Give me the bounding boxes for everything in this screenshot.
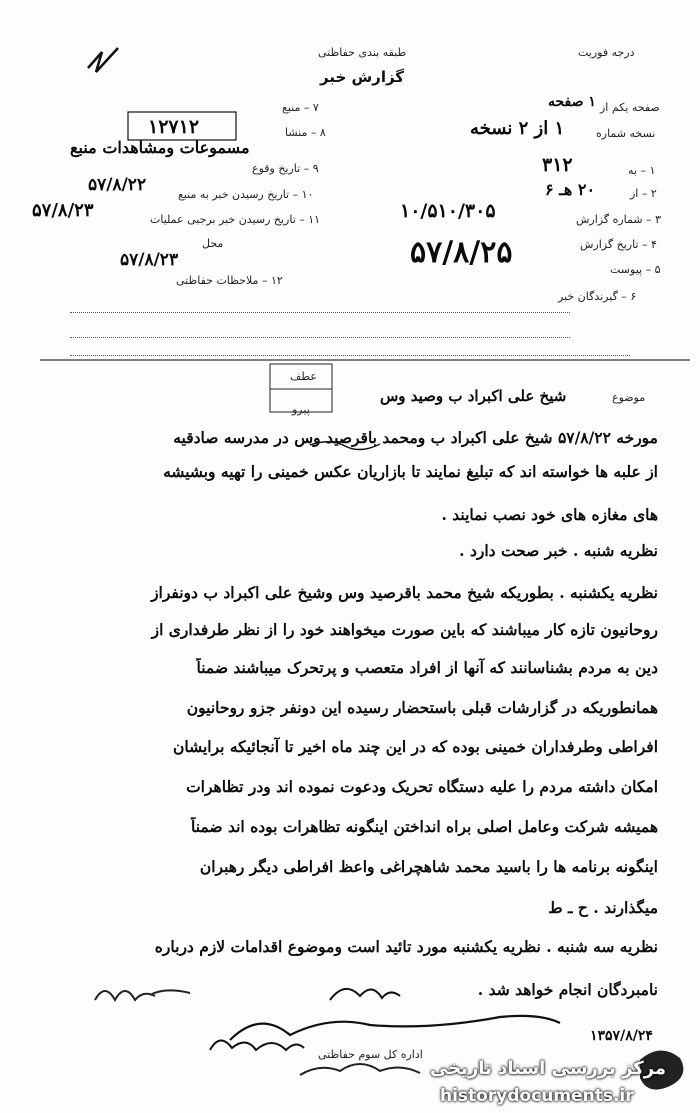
origin-value: ۱۲۷۱۲ bbox=[148, 116, 200, 138]
body-line-6: روحانیون تازه کار میباشند که باین صورت میخواهند خود را از نظر طرفداری از bbox=[151, 620, 658, 639]
page-count-value: ۱ صفحه bbox=[548, 94, 596, 110]
report-number-value: ۱۰/۵۱۰/۳۰۵ bbox=[400, 200, 496, 222]
copy-number-label: نسخه شماره bbox=[596, 127, 656, 140]
body-line-1: مورخه ۵۷/۸/۲۲ شیخ علی اکبراد ب ومحمد باقرصید وس در مدرسه صادقیه bbox=[173, 428, 658, 447]
body-line-5: نظریه یکشنبه . بطوریکه شیخ محمد باقرصید وس وشیخ علی اکبراد ب دونفراز bbox=[151, 583, 658, 602]
report-title: گزارش خبر bbox=[320, 68, 405, 86]
subject-label: موضوع bbox=[612, 391, 646, 404]
page-count-label: صفحه یکم از bbox=[600, 101, 660, 114]
body-line-12: اینگونه برنامه ها را باسید محمد شاهچراغی واعظ افراطی دیگر رهبران bbox=[199, 857, 658, 876]
body-line-10: امکان داشته مردم را علیه دستگاه تحریک ودعوت نموده اند ودر تظاهرات bbox=[186, 777, 658, 796]
stamp-label: اداره کل سوم حفاظتی bbox=[318, 1048, 423, 1061]
footer-date-note: ۱۳۵۷/۸/۲۴ bbox=[590, 1028, 653, 1044]
body-line-2: از علبه ها خواسته اند که تبلیغ نمایند تا بازاریان عکس خمینی را تهیه وبشیشه bbox=[163, 462, 658, 481]
event-date-label: ۹ – تاریخ وقوع bbox=[252, 162, 319, 175]
urgency-label: درجه فوریت bbox=[578, 46, 635, 59]
security-notes-label: ۱۲ – ملاحظات حفاظتی bbox=[176, 274, 283, 287]
watermark-title: مرکز بررسی اسناد تاریخی bbox=[430, 1058, 667, 1079]
subject-value: شیخ علی اکبراد ب وصید وس bbox=[380, 387, 567, 405]
signature-left bbox=[95, 990, 190, 1000]
recipients-label: ۶ – گیرندگان خبر bbox=[558, 290, 637, 303]
body-line-4: نظریه شنبه . خبر صحت دارد . bbox=[459, 541, 658, 560]
event-date-value: ۵۷/۸/۲۲ bbox=[88, 175, 147, 195]
copy-number-value: ۱ از ۲ نسخه bbox=[470, 118, 565, 139]
report-date-value: ۵۷/۸/۲۵ bbox=[410, 235, 513, 270]
atf-label: عطف bbox=[290, 370, 317, 383]
signature-top bbox=[330, 989, 400, 1000]
signature-lower bbox=[210, 1040, 304, 1050]
from-value: ۲۰ هـ ۶ bbox=[545, 180, 596, 199]
body-line-7: دین به مردم بشناسانند که آنها از افراد متعصب و پرتحرک میباشند ضمناً bbox=[196, 658, 658, 677]
body-line-14: نظریه سه شنبه . نظریه یکشنبه مورد تائید است وموضوع اقدامات لازم درباره bbox=[154, 937, 658, 956]
source-received-date-label: ۱۰ – تاریخ رسیدن خبر به منبع bbox=[178, 188, 314, 201]
body-line-11: همیشه شرکت وعامل اصلی براه انداختن اینگونه تظاهرات بوده اند ضمناً bbox=[191, 817, 658, 836]
body-line-13: میگذارند . ح ـ ط bbox=[548, 898, 658, 917]
body-line-3: های مغازه های خود نصب نمایند . bbox=[441, 505, 658, 524]
attachment-label: ۵ – پیوست bbox=[610, 263, 661, 276]
report-number-label: ۳ – شماره گزارش bbox=[576, 213, 662, 226]
report-date-label: ۴ – تاریخ گزارش bbox=[580, 238, 657, 251]
origin-label: ۸ – منشا bbox=[285, 126, 326, 139]
check-mark-icon bbox=[88, 48, 118, 72]
source-received-date-value: ۵۷/۸/۲۳ bbox=[32, 200, 94, 221]
peyro-label: پیرو bbox=[292, 403, 310, 416]
source-label: ۷ – منبع bbox=[282, 101, 319, 114]
from-label: ۲ – از bbox=[630, 187, 657, 200]
to-value: ۳۱۲ bbox=[542, 154, 573, 176]
location-value: ۵۷/۸/۲۳ bbox=[120, 250, 179, 270]
source-observations-value: مسموعات ومشاهدات منبع bbox=[70, 138, 250, 157]
classification-label: طبقه بندی حفاظتی bbox=[318, 46, 407, 59]
location-label: محل bbox=[202, 237, 224, 250]
signature-main bbox=[230, 1016, 560, 1040]
body-line-9: افراطی وطرفداران خمینی بوده که در این چند ماه اخیر تا آنجائیکه برایشان bbox=[173, 737, 658, 756]
watermark-url: historydocuments.ir bbox=[440, 1086, 634, 1106]
ops-received-date-label: ۱۱ – تاریخ رسیدن خبر برجبی عملیات bbox=[150, 213, 321, 226]
origin-stamp-box bbox=[128, 112, 236, 140]
body-line-15: نامبردگان انجام خواهد شد . bbox=[477, 980, 658, 999]
reference-box bbox=[270, 364, 332, 412]
to-label: ۱ – به bbox=[628, 164, 656, 177]
body-line-8: همانطوریکه در گزارشات قبلی باستحضار رسیده این دونفر جزو روحانیون bbox=[186, 698, 658, 717]
